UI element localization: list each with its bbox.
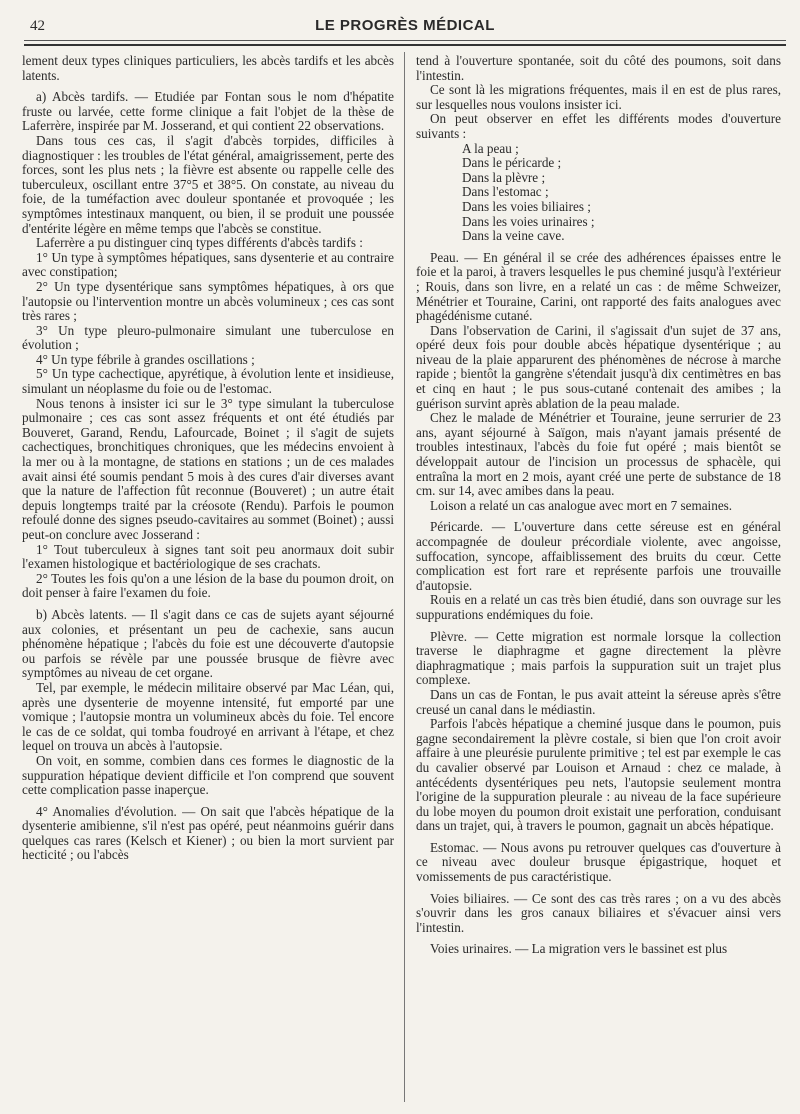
paragraph-voies-urinaires: Voies urinaires. — La migration vers le bassinet est plus [430, 941, 728, 957]
list-item: Dans la veine cave. [462, 228, 565, 244]
left-column [22, 54, 394, 863]
type-item: 5° Un type cachectique, apyrétique, à évolution lente et insidieuse, simulant un néoplasme du foie ou de l'estomac. [22, 366, 394, 397]
right-column [416, 54, 781, 957]
paragraph: Parfois l'abcès hépatique a cheminé jusque dans le poumon, puis gagne secondairement la plèvre costale, si bien que l'on croit avoir affaire à une pleurésie purulente primitive ; tel est par exemple le cas du cavalier observé par Louison et Arnaud : chez ce malade, à antécédents dysentériques peu nets, l'autopsie seulement montra l'origine de la suppuration pleurale : au niveau de la face supérieure du lobe moyen du poumon droit existait une perforation, conduisant dans un trajet, qui, à travers le poumon, gagnait un abcès hépatique. [416, 716, 781, 834]
paragraph: Dans l'observation de Carini, il s'agissait d'un sujet de 37 ans, opéré deux fois pour double abcès hépatique dysentérique ; au niveau de la plaie apparurent des phénomènes de nécrose à marche rapide ; bientôt la gangrène s'étendait jusqu'à dix centimètres en bas et cinq en haut ; le pus sous-cutané contenait des amibes ; la guérison survint après ablation de la peau malade. [416, 322, 781, 411]
paragraph: Dans un cas de Fontan, le pus avait atteint la séreuse après s'être creusé un canal dans le médiastin. [416, 686, 781, 717]
paragraph-plevre: Plèvre. — Cette migration est normale lorsque la collection traverse le diaphragme et gagne directement la plèvre diaphragmatique ; mais parfois la suppuration suit un trajet plus complexe. [416, 628, 781, 688]
list-item: Dans l'estomac ; [462, 184, 549, 200]
list-item: Dans la plèvre ; [462, 169, 546, 185]
type-item: 2° Un type dysentérique sans symptômes hépatiques, à ors que l'autopsie ou l'intervention montre un abcès volumineux ; ces cas sont très rares ; [22, 278, 394, 324]
list-item: Dans les voies urinaires ; [462, 213, 595, 229]
paragraph: Loison a relaté un cas analogue avec mort en 7 semaines. [430, 497, 733, 513]
paragraph-estomac: Estomac. — Nous avons pu retrouver quelques cas d'ouverture à ce niveau avec douleur brusque épigastrique, hoquet et vomissements de pus caractéristique. [416, 839, 781, 885]
paragraph-pericarde: Péricarde. — L'ouverture dans cette séreuse est en général accompagnée de douleur précordiale violente, avec angoisse, suffocation, syncope, affaiblissement des bruits du cœur. Cette complication est fort rare et représente parfois une trouvaille d'autopsie. [416, 519, 781, 593]
conclusion-item: 1° Tout tuberculeux à signes tant soit peu anormaux doit subir l'examen histologique et bactériologique de ses crachats. [22, 541, 394, 572]
paragraph: Chez le malade de Ménétrier et Touraine, jeune serrurier de 23 ans, ayant séjourné à Saïgon, mais n'ayant jamais présenté de troubles intestinaux, l'abcès du foie fut opéré ; mais bientôt se développait autour de l'incision un processus de sphacèle, qui entraîna la mort en 2 mois, ayant créé une perte de substance de 18 cm. sur 14, avec amibes dans la peau. [416, 410, 781, 499]
type-item: 1° Un type à symptômes hépatiques, sans dysenterie et au contraire avec constipation; [22, 249, 394, 280]
journal-title: LE PROGRÈS MÉDICAL [315, 17, 495, 34]
paragraph-anomalies: 4° Anomalies d'évolution. — On sait que l'abcès hépatique de la dysenterie amibienne, s'il n'est pas opéré, peut néanmoins guérir dans quelques cas rares (Kelsch et Kiener) ; ou bien la mort survient par hecticité ; ou l'abcès [22, 803, 394, 863]
paragraph: Rouis en a relaté un cas très bien étudié, dans son ouvrage sur les suppurations endémiques du foie. [416, 592, 781, 622]
paragraph: Ce sont là les migrations fréquentes, mais il en est de plus rares, sur lesquelles nous voulons insister ici. [416, 82, 781, 112]
page-header [24, 16, 786, 38]
paragraph-abces-tardifs: a) Abcès tardifs. — Etudiée par Fontan sous le nom d'hépatite fruste ou larvée, cette forme clinique a fait l'objet de la thèse de Laferrère, inspirée par M. Josserand, et qui contient 22 observations. [22, 89, 394, 134]
type-item: 4° Un type fébrile à grandes oscillations ; [36, 351, 255, 367]
paragraph: Tel, par exemple, le médecin militaire observé par Mac Léan, qui, après une dysenterie de moyenne intensité, fut emporté par une vomique ; l'autopsie montra un volumineux abcès du foie. Tel encore le cas de ce soldat, qui tomba foudroyé en arrivant à l'étape, et chez lequel on trouva un abcès à l'autopsie. [22, 679, 394, 754]
paragraph: Dans tous ces cas, il s'agit d'abcès torpides, difficiles à diagnostiquer : les troubles de l'état général, amaigrissement, perte des forces, sont les plus nets ; la fièvre est absente ou rappelle celle des tuberculeux, oscillant entre 37°5 et 38°5. On constate, au niveau du foie, de la tuméfaction avec douleur spontanée et provoquée ; les symptômes intestinaux manquent, ou bien, il se produit une poussée d'entérite légère en même temps que l'abcès se constitue. [22, 132, 394, 236]
list-item: Dans le péricarde ; [462, 155, 562, 171]
header-rule-thick [24, 44, 786, 46]
paragraph-voies-biliaires: Voies biliaires. — Ce sont des cas très rares ; on a vu des abcès s'ouvrir dans les gros canaux biliaires et s'évacuer ainsi vers l'intestin. [416, 890, 781, 935]
paragraph-peau: Peau. — En général il se crée des adhérences épaisses entre le foie et la paroi, à travers lesquelles le pus cheminé jusqu'à l'extérieur ; Rouis, dans son livre, en a relaté un cas : de même Schweizer, Ménétrier et Touraine, Carini, ont rapporté des faits analogues avec phagédénisme cutané. [416, 249, 781, 324]
paragraph: Laferrère a pu distinguer cinq types différents d'abcès tardifs : [36, 235, 363, 251]
list-item: A la peau ; [462, 140, 519, 156]
page-number: 42 [30, 18, 45, 34]
modes-list [416, 142, 781, 244]
paragraph: lement deux types cliniques particuliers, les abcès tardifs et les abcès latents. [22, 53, 394, 83]
conclusion-item: 2° Toutes les fois qu'on a une lésion de la base du poumon droit, on doit penser à faire l'examen du foie. [22, 570, 394, 601]
paragraph: On peut observer en effet les différents modes d'ouverture suivants : [416, 111, 781, 141]
paragraph: tend à l'ouverture spontanée, soit du côté des poumons, soit dans l'intestin. [416, 53, 781, 83]
type-item: 3° Un type pleuro-pulmonaire simulant une tuberculose en évolution ; [22, 322, 394, 353]
header-rule [24, 40, 786, 41]
paragraph: On voit, en somme, combien dans ces formes le diagnostic de la suppuration hépatique devient difficile et l'on comprend que souvent cette complication passe inaperçue. [22, 752, 394, 798]
paragraph: Nous tenons à insister ici sur le 3° type simulant la tuberculose pulmonaire ; ces cas sont assez fréquents et ont été étudiés par Bouveret, Garand, Rendu, Lafourcade, Boinet ; il s'agit de sujets cachectiques, bronchitiques chroniques, que les médecins envoient à la mer ou à la montagne, de stations en stations ; un de ces malades avait ainsi été soumis pendant 5 mois à des cures d'air diverses avant que la nature de l'affection fût reconnue (Bouveret) ; un autre était depuis longtemps traité par la créosote (Rendu). Parfois le poumon refoulé donne des signes pseudo-cavitaires au sommet (Boinet) ; aussi peut-on conclure avec Josserand : [22, 395, 394, 542]
column-divider [404, 52, 405, 1102]
list-item: Dans les voies biliaires ; [462, 198, 591, 214]
paragraph-abces-latents: b) Abcès latents. — Il s'agit dans ce cas de sujets ayant séjourné aux colonies, et présentant un peu de cachexie, sans aucun phénomène hépatique ; l'abcès du foie est une découverte d'autopsie ou parfois se révèle par une poussée brusque de fièvre avec symptômes au niveau de cet organe. [22, 606, 394, 681]
